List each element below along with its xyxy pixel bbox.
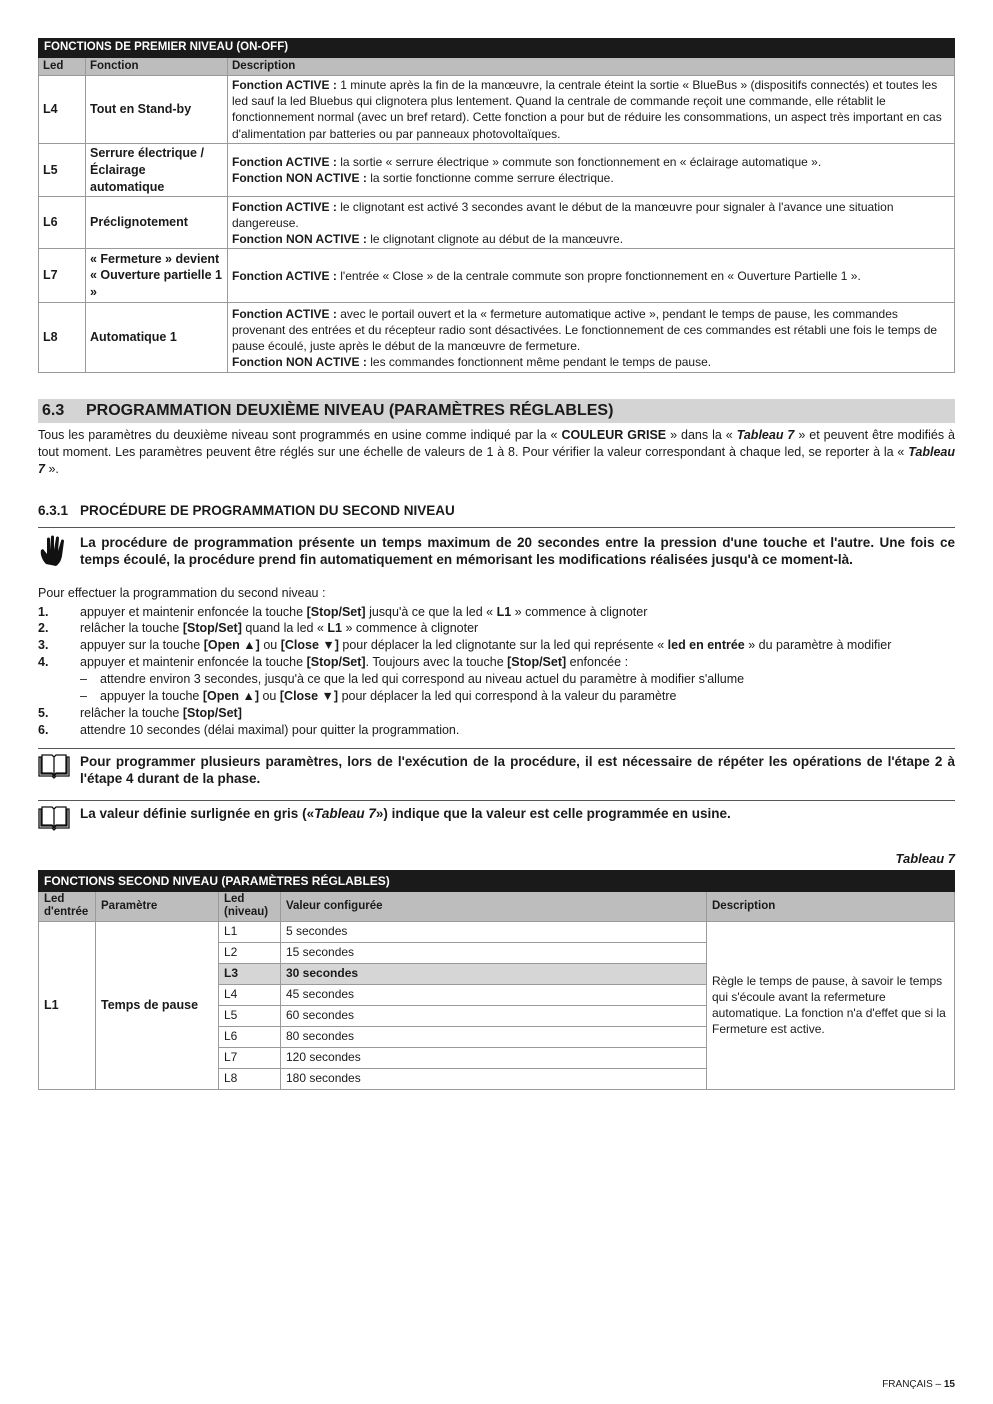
steps-list bbox=[38, 604, 955, 739]
description-cell bbox=[228, 197, 955, 249]
key-label: [Stop/Set] bbox=[182, 621, 242, 636]
value-cell: 45 secondes bbox=[281, 984, 707, 1005]
step-part: ou bbox=[263, 638, 278, 653]
value-cell: 5 secondes bbox=[281, 921, 707, 942]
led-cell: L7 bbox=[39, 249, 86, 303]
first-level-functions-table bbox=[38, 38, 955, 373]
divider bbox=[38, 800, 955, 801]
subsection-number: 6.3.1 bbox=[38, 502, 69, 518]
note-table-ref: Tableau 7 bbox=[314, 805, 376, 821]
intro-bold: COULEUR GRISE bbox=[561, 428, 667, 442]
step-part: appuyer la touche bbox=[100, 688, 200, 703]
led-input-cell: L1 bbox=[39, 921, 96, 1089]
table2-header-parametre: Paramètre bbox=[96, 892, 219, 921]
step-part: appuyer et maintenir enfoncée la touche bbox=[80, 655, 304, 670]
level-led-cell: L5 bbox=[219, 1005, 281, 1026]
step-number: 5. bbox=[38, 705, 49, 720]
page-footer bbox=[882, 1378, 955, 1392]
section-intro bbox=[38, 427, 955, 478]
description-cell bbox=[228, 249, 955, 303]
led-label: L1 bbox=[496, 604, 512, 619]
step-part: quand la led « bbox=[245, 621, 324, 636]
inactive-text: le clignotant clignote au début de la manœuvre. bbox=[370, 232, 624, 246]
table2-header-led-entree: Led d'entrée bbox=[39, 892, 96, 921]
table-row bbox=[39, 921, 955, 942]
section-heading bbox=[38, 399, 955, 423]
level-led-cell: L1 bbox=[219, 921, 281, 942]
table1-header-fonction: Fonction bbox=[86, 57, 228, 76]
level-led-cell: L6 bbox=[219, 1026, 281, 1047]
key-label: [Stop/Set] bbox=[306, 604, 366, 619]
led-cell: L4 bbox=[39, 76, 86, 144]
level-led-cell: L7 bbox=[219, 1047, 281, 1068]
inactive-label: Fonction NON ACTIVE : bbox=[232, 232, 367, 246]
step-text bbox=[80, 705, 955, 722]
function-cell: Tout en Stand-by bbox=[86, 76, 228, 144]
list-item bbox=[38, 620, 955, 637]
step-number: 2. bbox=[38, 621, 49, 636]
description-cell bbox=[228, 303, 955, 373]
function-cell: Préclignotement bbox=[86, 197, 228, 249]
inactive-text: la sortie fonctionne comme serrure électrique. bbox=[370, 171, 614, 186]
note-part: La valeur définie surlignée en gris (« bbox=[80, 805, 315, 821]
step-part: relâcher la touche bbox=[80, 705, 180, 720]
note-callout bbox=[38, 805, 955, 836]
function-cell: « Fermeture » devient « Ouverture partielle 1 » bbox=[86, 249, 228, 303]
divider bbox=[38, 748, 955, 749]
step-part: pour déplacer la led qui correspond à la valeur du paramètre bbox=[341, 688, 677, 703]
intro-text: » et peuvent être modifiés à tout moment. Les paramètres peuvent être réglés sur une échelle de valeurs de 1 à 8. Pour vérifier la valeur correspondant à chaque led, se reporter à la « bbox=[38, 428, 956, 459]
active-label: Fonction ACTIVE : bbox=[232, 268, 337, 283]
intro-text: Tous les paramètres du deuxième niveau sont programmés en usine comme indiqué par la « bbox=[38, 428, 558, 442]
table2-title: FONCTIONS SECOND NIVEAU (PARAMÈTRES RÉGLABLES) bbox=[39, 871, 955, 892]
value-cell: 60 secondes bbox=[281, 1005, 707, 1026]
active-label: Fonction ACTIVE : bbox=[232, 78, 337, 93]
subsection-title: PROCÉDURE DE PROGRAMMATION DU SECOND NIVEAU bbox=[80, 502, 455, 518]
section-number: 6.3 bbox=[42, 402, 65, 420]
table-row bbox=[39, 197, 955, 249]
step-part: . Toujours avec la touche bbox=[365, 655, 504, 670]
list-item bbox=[38, 637, 955, 654]
inactive-label: Fonction NON ACTIVE : bbox=[232, 355, 367, 370]
step-number: 6. bbox=[38, 722, 49, 737]
led-cell: L8 bbox=[39, 303, 86, 373]
active-text: l'entrée « Close » de la centrale commute son propre fonctionnement en « Ouverture Partielle 1 ». bbox=[340, 268, 861, 283]
key-label: [Close ▼] bbox=[280, 638, 339, 653]
step-part: ou bbox=[262, 688, 277, 703]
value-cell: 180 secondes bbox=[281, 1068, 707, 1089]
note-text: Pour programmer plusieurs paramètres, lors de l'exécution de la procédure, il est nécessaire de répéter les opérations de l'étape 2 à l'étape 4 durant de la phase. bbox=[80, 753, 955, 787]
intro-text: » dans la « bbox=[670, 428, 733, 442]
led-cell: L6 bbox=[39, 197, 86, 249]
step-text bbox=[80, 654, 955, 705]
description-cell bbox=[228, 76, 955, 144]
table2-header-description: Description bbox=[707, 892, 955, 921]
key-label: [Close ▼] bbox=[279, 688, 339, 703]
table2-header-led-niveau: Led (niveau) bbox=[219, 892, 281, 921]
page-number: 15 bbox=[943, 1379, 955, 1390]
step-part: appuyer et maintenir enfoncée la touche bbox=[80, 604, 304, 619]
value-cell: 80 secondes bbox=[281, 1026, 707, 1047]
active-label: Fonction ACTIVE : bbox=[232, 199, 337, 214]
active-label: Fonction ACTIVE : bbox=[232, 306, 337, 321]
warning-text: La procédure de programmation présente un temps maximum de 20 secondes entre la pression d'une touche et l'autre. Une fois ce temps écoulé, la procédure prend fin automatiquement en mémorisant les modifications réalisées jusqu'à ce moment-là. bbox=[80, 534, 955, 568]
intro-text: ». bbox=[48, 461, 59, 476]
key-label: [Open ▲] bbox=[203, 638, 260, 653]
sub-step: – appuyer la touche [Open ▲] ou [Close ▼] pour déplacer la led qui correspond à la valeur du paramètre bbox=[80, 688, 677, 703]
table-caption: Tableau 7 bbox=[895, 850, 955, 866]
steps-intro: Pour effectuer la programmation du second niveau : bbox=[38, 585, 326, 600]
book-icon bbox=[38, 753, 80, 784]
step-text bbox=[80, 620, 955, 637]
value-cell: 15 secondes bbox=[281, 942, 707, 963]
level-led-cell: L4 bbox=[219, 984, 281, 1005]
function-cell: Automatique 1 bbox=[86, 303, 228, 373]
active-label: Fonction ACTIVE : bbox=[232, 154, 337, 169]
level-led-cell: L3 bbox=[219, 963, 281, 984]
section-title: PROGRAMMATION DEUXIÈME NIVEAU (PARAMÈTRES RÉGLABLES) bbox=[86, 402, 614, 420]
sub-step: – attendre environ 3 secondes, jusqu'à ce que la led qui correspond au niveau actuel du paramètre à modifier s'allume bbox=[80, 672, 745, 687]
step-bold: led en entrée bbox=[667, 638, 745, 653]
step-part: enfoncée : bbox=[569, 655, 629, 670]
value-cell: 120 secondes bbox=[281, 1047, 707, 1068]
active-text: avec le portail ouvert et la « fermeture automatique active », pendant le temps de pause, les commandes provenant des entrées et du récepteur radio sont désactivées. Le fonctionnement de ces commandes est rétabli une fois le temps de pause écoulé, juste après le début de la manœuvre de fermeture. bbox=[232, 306, 938, 353]
book-icon bbox=[38, 805, 80, 836]
function-cell: Serrure électrique / Éclairage automatique bbox=[86, 143, 228, 197]
key-label: [Open ▲] bbox=[202, 688, 259, 703]
step-number: 4. bbox=[38, 655, 49, 670]
led-label: L1 bbox=[327, 621, 342, 636]
step-number: 1. bbox=[38, 604, 49, 619]
table1-title: FONCTIONS DE PREMIER NIVEAU (ON-OFF) bbox=[39, 39, 955, 58]
footer-language: FRANÇAIS – bbox=[882, 1379, 942, 1390]
note-callout bbox=[38, 753, 955, 788]
step-number: 3. bbox=[38, 638, 49, 653]
intro-table-ref: Tableau 7 bbox=[38, 444, 955, 476]
description-cell bbox=[228, 143, 955, 197]
table-row bbox=[39, 76, 955, 144]
table2-header-valeur: Valeur configurée bbox=[281, 892, 707, 921]
key-label: [Stop/Set] bbox=[507, 655, 567, 670]
level-led-cell: L2 bbox=[219, 942, 281, 963]
step-part: pour déplacer la led clignotante sur la led qui représente « bbox=[342, 638, 665, 653]
parameter-cell: Temps de pause bbox=[96, 921, 219, 1089]
key-label: [Stop/Set] bbox=[182, 705, 242, 720]
step-part: » commence à clignoter bbox=[514, 604, 648, 619]
table1-header-led: Led bbox=[39, 57, 86, 76]
warning-callout bbox=[38, 534, 955, 573]
step-text bbox=[80, 604, 955, 621]
intro-table-ref: Tableau 7 bbox=[736, 428, 795, 442]
value-cell: 30 secondes bbox=[281, 963, 707, 984]
step-text: attendre 10 secondes (délai maximal) pour quitter la programmation. bbox=[80, 722, 460, 737]
list-item bbox=[38, 722, 955, 739]
list-item bbox=[38, 705, 955, 722]
hand-stop-icon bbox=[38, 534, 80, 573]
table1-header-description: Description bbox=[228, 57, 955, 76]
led-cell: L5 bbox=[39, 143, 86, 197]
step-part: » du paramètre à modifier bbox=[748, 638, 892, 653]
inactive-label: Fonction NON ACTIVE : bbox=[232, 171, 367, 186]
step-part: jusqu'à ce que la led « bbox=[369, 604, 494, 619]
step-part: appuyer sur la touche bbox=[80, 638, 201, 653]
table-row bbox=[39, 143, 955, 197]
second-level-functions-table bbox=[38, 870, 955, 1089]
manual-page bbox=[38, 38, 955, 1090]
description-cell: Règle le temps de pause, à savoir le temps qui s'écoule avant la refermeture automatique. La fonction n'a d'effet que si la Fermeture est active. bbox=[707, 921, 955, 1089]
table-row bbox=[39, 303, 955, 373]
level-led-cell: L8 bbox=[219, 1068, 281, 1089]
step-part: relâcher la touche bbox=[80, 621, 180, 636]
note-part: ») indique que la valeur est celle programmée en usine. bbox=[375, 805, 731, 821]
note-text bbox=[80, 805, 731, 823]
active-text: la sortie « serrure électrique » commute son fonctionnement en « éclairage automatique ». bbox=[340, 154, 822, 169]
list-item bbox=[38, 654, 955, 705]
sub-step-text: attendre environ 3 secondes, jusqu'à ce que la led qui correspond au niveau actuel du paramètre à modifier s'allume bbox=[100, 672, 745, 687]
inactive-text: les commandes fonctionnent même pendant le temps de pause. bbox=[370, 355, 712, 370]
step-text bbox=[80, 637, 955, 654]
active-text: le clignotant est activé 3 secondes avant le début de la manœuvre pour signaler à l'avance une situation dangereuse. bbox=[232, 199, 894, 230]
table-row bbox=[39, 249, 955, 303]
active-text: 1 minute après la fin de la manœuvre, la centrale éteint la sortie « BlueBus » (dispositifs connectés) et toutes les led sauf la led Bluebus qui clignotera plus lentement. Quand la centrale de commande reçoit une commande, elle rétablit le fonctionnement normal (avec un bref retard). Cette fonction a pour but de réduire les consommations, un aspect très important en cas d'alimentation par batteries ou par panneaux photovoltaïques. bbox=[232, 78, 942, 141]
subsection-heading bbox=[38, 502, 955, 528]
key-label: [Stop/Set] bbox=[306, 655, 366, 670]
step-part: » commence à clignoter bbox=[345, 621, 479, 636]
list-item bbox=[38, 604, 955, 621]
